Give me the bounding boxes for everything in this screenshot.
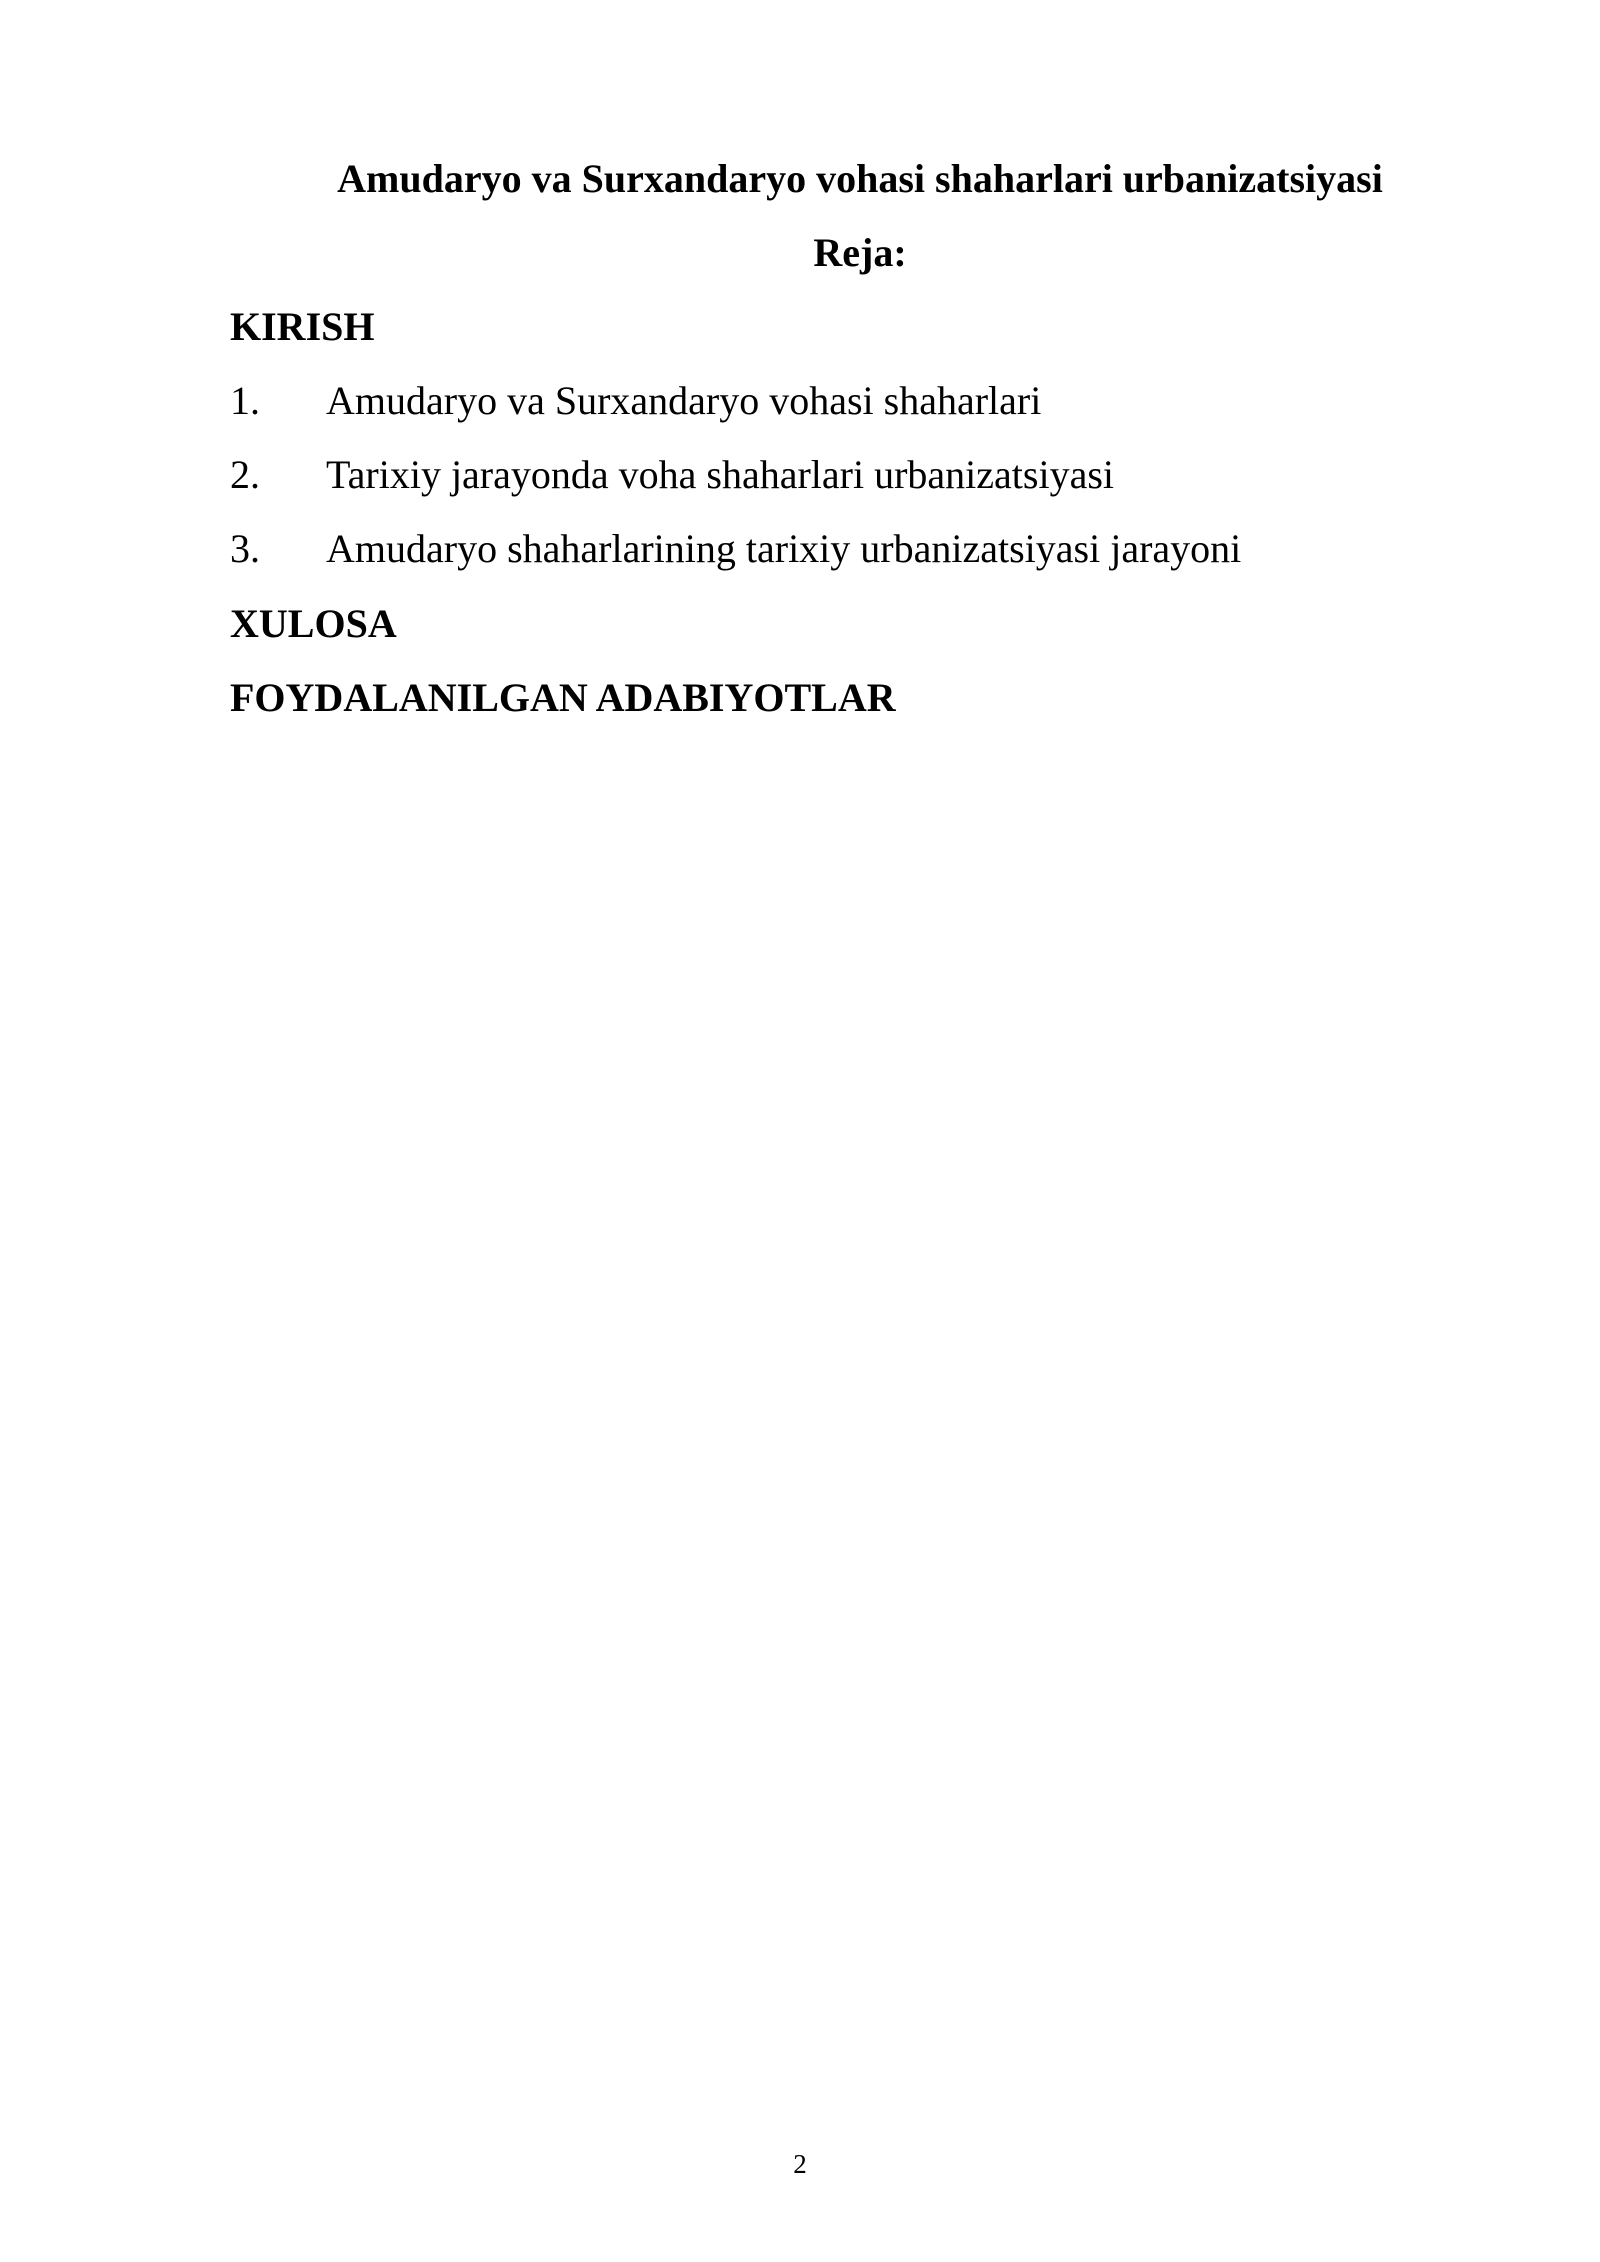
plan-item xyxy=(230,448,1241,522)
document-title: Amudaryo va Surxandaryo vohasi shaharlari urbanizatsiyasi xyxy=(337,156,1383,201)
plan-item-number: 2. xyxy=(230,452,260,497)
plan-heading: Reja: xyxy=(813,230,907,275)
plan-item xyxy=(230,374,1241,448)
plan-list xyxy=(230,374,1241,596)
plan-item-number: 1. xyxy=(230,378,260,423)
plan-item-text: Amudaryo shaharlarining tarixiy urbanizatsiyasi jarayoni xyxy=(326,526,1242,571)
page-number: 2 xyxy=(793,2149,807,2179)
plan-item-text: Tarixiy jarayonda voha shaharlari urbanizatsiyasi xyxy=(326,452,1115,497)
conclusion-heading: XULOSA xyxy=(230,601,397,646)
plan-item xyxy=(230,522,1241,596)
plan-item-number: 3. xyxy=(230,526,260,571)
intro-heading: KIRISH xyxy=(230,304,375,349)
plan-item-text: Amudaryo va Surxandaryo vohasi shaharlari xyxy=(326,378,1042,423)
references-heading: FOYDALANILGAN ADABIYOTLAR xyxy=(230,675,896,720)
